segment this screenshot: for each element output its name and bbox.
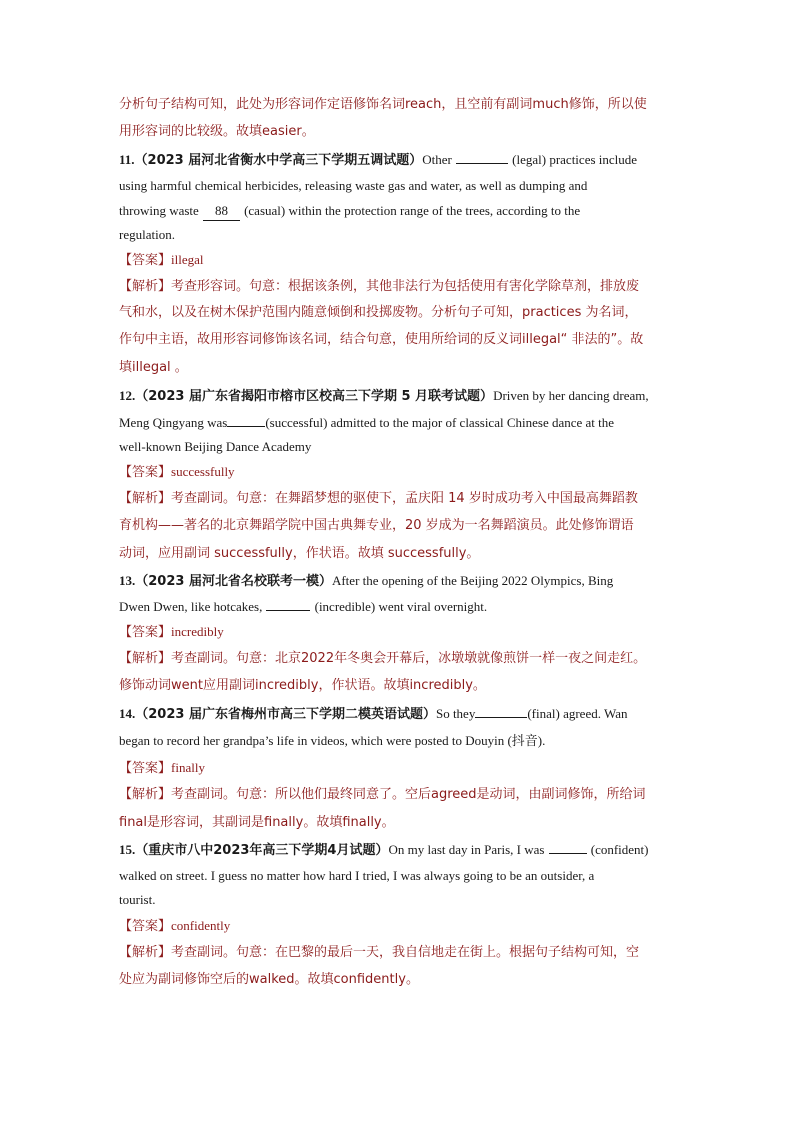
answer-blank	[549, 841, 587, 854]
analysis-line: 作句中主语，故用形容词修饰该名词，结合句意，使用所给词的反义词illegal“ 非法的”。故	[119, 332, 644, 347]
question-text: tourist.	[119, 892, 156, 907]
answer-tag: 【答案】	[119, 625, 172, 640]
analysis-line	[119, 650, 679, 668]
question-text: (casual) within the protection range of the trees, according to the	[244, 203, 581, 218]
analysis-line: final是形容词，其副词是finally。故填finally。	[119, 815, 395, 830]
question-11-line	[119, 202, 679, 221]
answer-line	[119, 917, 679, 936]
analysis-line: 育机构——著名的北京舞蹈学院中国古典舞专业，20 岁成为一名舞蹈演员。此处修饰谓语	[119, 518, 634, 533]
question-number: 11.	[119, 152, 135, 167]
question-12-line	[119, 414, 679, 433]
answer-tag: 【答案】	[119, 253, 172, 268]
question-text: (successful) admitted to the major of classical Chinese dance at the	[265, 415, 615, 430]
question-text: Driven by her dancing dream,	[493, 388, 649, 403]
analysis-line	[119, 490, 679, 508]
question-text: So they	[435, 706, 476, 721]
analysis-text: 考查副词。句意：在舞蹈梦想的驱使下，孟庆阳 14 岁时成功考入中国最高舞蹈教	[171, 491, 638, 506]
analysis-tag: 【解析】	[119, 279, 172, 294]
answer-blank	[227, 414, 265, 427]
question-number: 14.	[119, 706, 136, 721]
question-text: began to record her grandpa’s life in videos, which were posted to Douyin (抖音).	[119, 733, 546, 748]
answer-blank	[456, 151, 508, 164]
question-12-line	[119, 387, 679, 406]
answer-blank-number: 88	[203, 202, 240, 221]
question-number: 13.	[119, 573, 136, 588]
answer-value: successfully	[171, 464, 235, 479]
analysis-line: 填illegal 。	[119, 360, 188, 375]
analysis-line: 动词，应用副词 successfully，作状语。故填 successfully。	[119, 546, 480, 561]
analysis-text: 考查副词。句意：北京2022年冬奥会开幕后，冰墩墩就像煎饼一样一夜之间走红。	[171, 651, 647, 666]
question-text: On my last day in Paris, I was	[388, 842, 545, 857]
question-source: （2023 届河北省名校联考一模）	[135, 574, 332, 589]
answer-line	[119, 463, 679, 482]
analysis-tag: 【解析】	[119, 491, 172, 506]
answer-blank	[266, 598, 310, 611]
question-text: using harmful chemical herbicides, releasing waste gas and water, as well as dumping and	[119, 178, 588, 193]
analysis-line: 修饰动词went应用副词incredibly，作状语。故填incredibly。	[119, 678, 486, 693]
answer-tag: 【答案】	[119, 465, 172, 480]
question-text: well-known Beijing Dance Academy	[119, 439, 312, 454]
analysis-line	[119, 278, 679, 296]
answer-blank	[475, 705, 527, 718]
answer-value: finally	[171, 760, 205, 775]
question-text: (incredible) went viral overnight.	[314, 599, 488, 614]
answer-tag: 【答案】	[119, 761, 172, 776]
analysis-line: 分析句子结构可知，此处为形容词作定语修饰名词reach，且空前有副词much修饰，所以使	[119, 97, 647, 112]
answer-value: confidently	[171, 918, 231, 933]
question-number: 15.	[119, 842, 136, 857]
question-text: Dwen Dwen, like hotcakes,	[119, 599, 263, 614]
question-text: Other	[422, 152, 452, 167]
analysis-line: 气和水，以及在树木保护范围内随意倾倒和投掷废物。分析句子可知，practices 为名词，	[119, 305, 638, 320]
question-source: （2023 届河北省衡水中学高三下学期五调试题）	[134, 153, 423, 168]
analysis-text: 考查形容词。句意：根据该条例，其他非法行为包括使用有害化学除草剂，排放废	[171, 279, 640, 294]
question-15-line	[119, 841, 679, 860]
answer-line	[119, 759, 679, 778]
question-text: throwing waste	[119, 203, 199, 218]
question-text: regulation.	[119, 227, 175, 242]
answer-value: incredibly	[171, 624, 224, 639]
question-source: （2023 届广东省梅州市高三下学期二模英语试题）	[135, 707, 436, 722]
analysis-text: 考查副词。句意：在巴黎的最后一天，我自信地走在街上。根据句子结构可知，空	[171, 945, 640, 960]
question-source: （重庆市八中2023年高三下学期4月试题）	[135, 843, 389, 858]
question-text: (final) agreed. Wan	[527, 706, 628, 721]
question-source: （2023 届广东省揭阳市榕市区校高三下学期 5 月联考试题）	[135, 389, 494, 404]
analysis-line: 用形容词的比较级。故填easier。	[119, 124, 315, 139]
question-number: 12.	[119, 388, 136, 403]
answer-tag: 【答案】	[119, 919, 172, 934]
analysis-line: 处应为副词修饰空后的walked。故填confidently。	[119, 972, 419, 987]
analysis-line	[119, 786, 679, 804]
analysis-tag: 【解析】	[119, 651, 172, 666]
question-text: walked on street. I guess no matter how hard I tried, I was always going to be an outsider, a	[119, 868, 595, 883]
question-text: Meng Qingyang was	[119, 415, 228, 430]
answer-line	[119, 623, 679, 642]
analysis-line	[119, 944, 679, 962]
analysis-tag: 【解析】	[119, 945, 172, 960]
question-13-line	[119, 572, 679, 591]
question-14-line	[119, 705, 679, 724]
analysis-text: 考查副词。句意：所以他们最终同意了。空后agreed是动词，由副词修饰，所给词	[171, 787, 646, 802]
question-text: After the opening of the Beijing 2022 Olympics, Bing	[331, 573, 614, 588]
answer-line	[119, 251, 679, 270]
question-text: (confident)	[590, 842, 649, 857]
answer-value: illegal	[171, 252, 204, 267]
question-text: (legal) practices include	[512, 152, 638, 167]
question-11-line	[119, 151, 679, 170]
question-13-line	[119, 598, 679, 617]
analysis-tag: 【解析】	[119, 787, 172, 802]
